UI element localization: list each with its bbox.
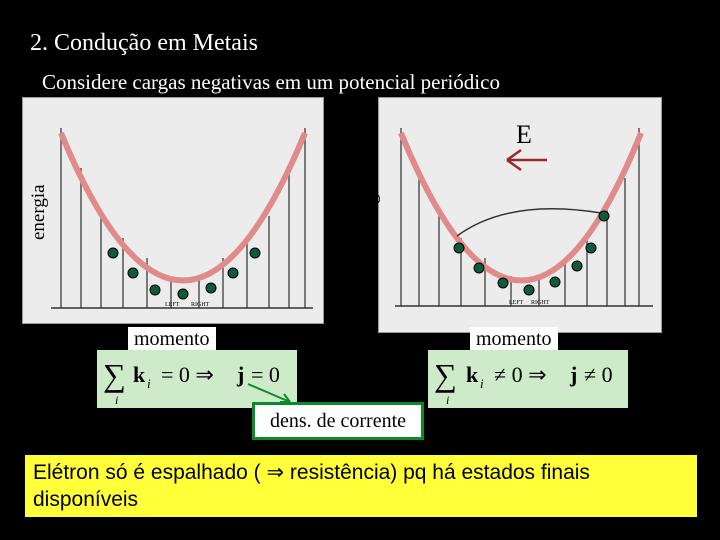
svg-text:i: i	[480, 376, 484, 391]
svg-text:k: k	[466, 362, 479, 387]
right-energy-band	[401, 133, 641, 281]
slide-title: 2. Condução em Metais	[30, 30, 258, 56]
svg-text:RIGHT: RIGHT	[531, 300, 550, 306]
left-sum-index: i	[115, 393, 119, 407]
scattering-arc	[457, 209, 601, 236]
right-sum-index: i	[446, 393, 450, 407]
electric-field-arrow-icon	[507, 150, 547, 170]
svg-text:∑: ∑	[103, 357, 126, 393]
left-axis-x-label: momento	[128, 327, 216, 352]
svg-text:≠ 0 ⇒: ≠ 0 ⇒	[494, 362, 547, 387]
current-density-caption: dens. de corrente	[252, 402, 424, 440]
svg-text:RIGHT: RIGHT	[191, 302, 210, 308]
svg-text:= 0 ⇒: = 0 ⇒	[161, 362, 214, 387]
right-axis-y-label: energia	[360, 180, 381, 236]
scattering-note: Elétron só é espalhado ( ⇒ resistência) pq há estados finais disponíveis	[24, 454, 698, 518]
left-band-figure	[22, 97, 324, 324]
right-axis-x-label: momento	[470, 327, 558, 352]
svg-text:k: k	[133, 362, 146, 387]
svg-text:∑: ∑	[434, 357, 457, 393]
left-parabola-diagram	[23, 98, 323, 323]
slide-subtitle: Considere cargas negativas em um potencial periódico	[42, 70, 500, 94]
svg-text:LEFT: LEFT	[509, 300, 524, 306]
svg-text:LEFT: LEFT	[165, 302, 180, 308]
svg-text:i: i	[147, 376, 151, 391]
left-axis-y-label: energia	[28, 184, 49, 240]
svg-text:j: j	[237, 362, 245, 387]
svg-text:= 0: = 0	[251, 362, 280, 387]
svg-text:≠ 0: ≠ 0	[584, 362, 613, 387]
svg-text:j: j	[570, 362, 578, 387]
right-equation	[428, 350, 628, 408]
field-label: E	[516, 120, 532, 149]
